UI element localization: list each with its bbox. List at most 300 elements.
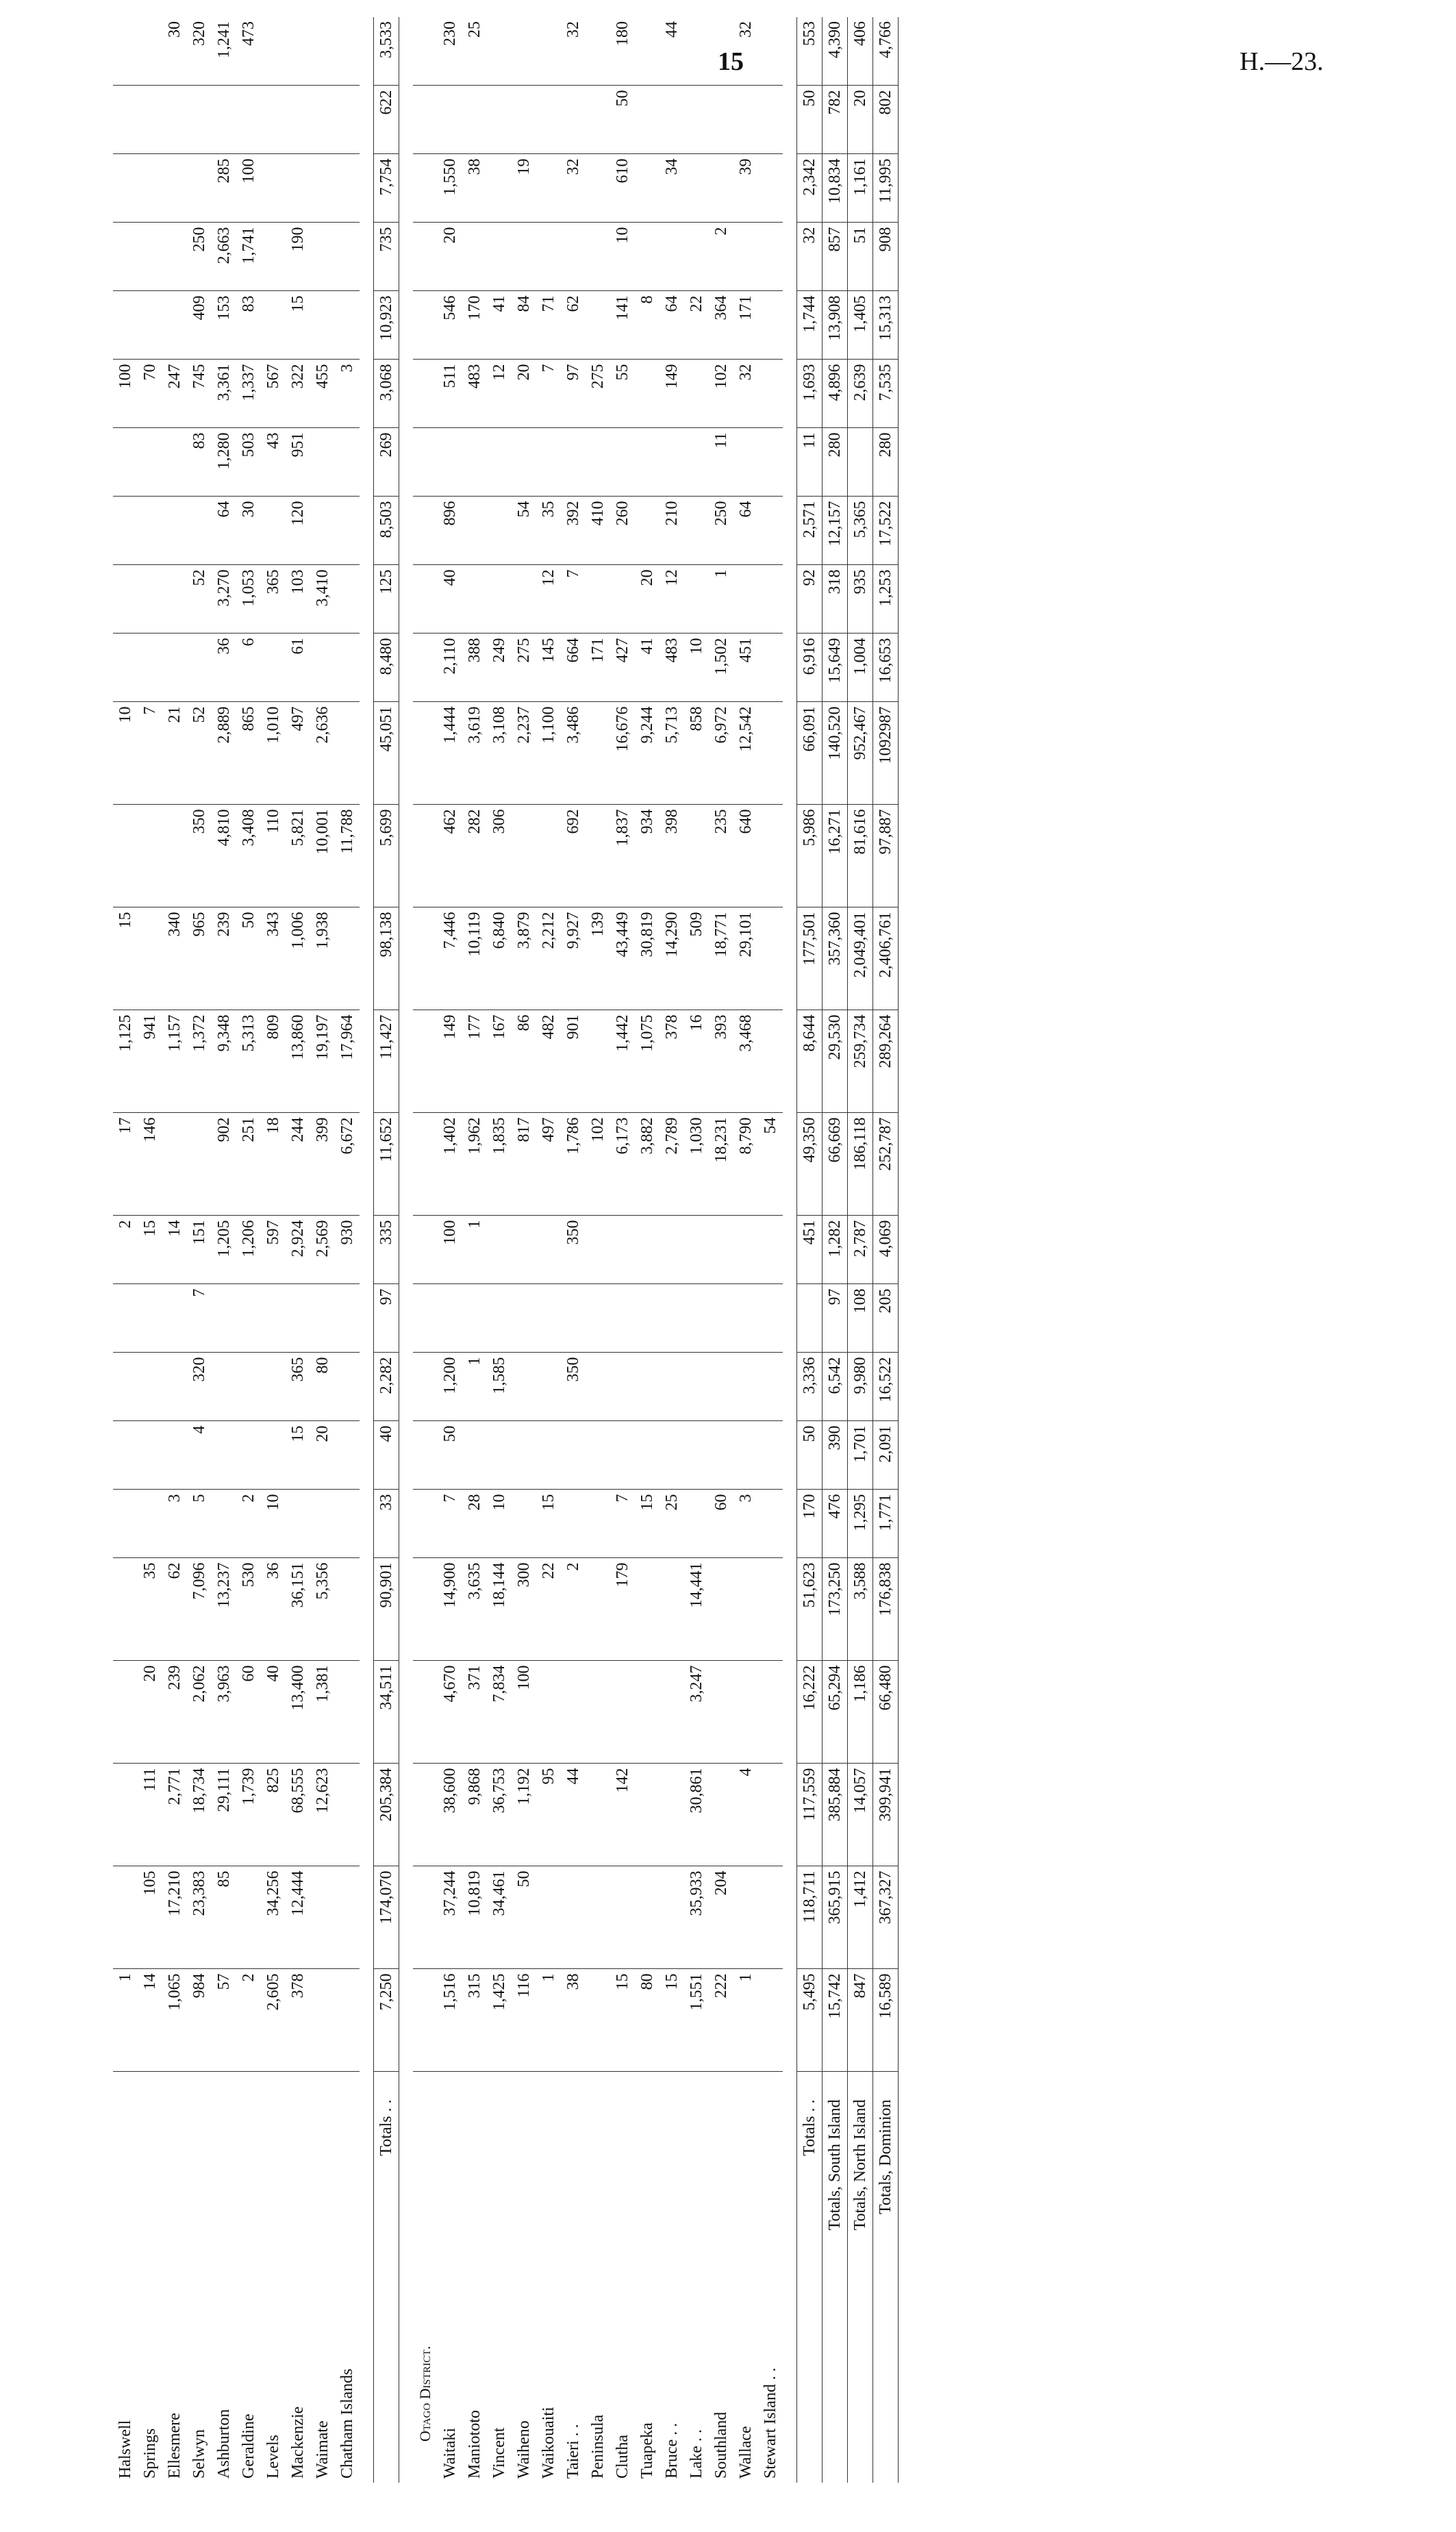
table-row: [261, 17, 286, 2483]
row-label: Bruce . .: [662, 2422, 681, 2479]
table-cell: [758, 1353, 783, 1421]
table-cell: [310, 1969, 335, 2072]
table-cell: 473: [236, 17, 261, 86]
table-cell: [512, 1421, 536, 1490]
table-cell: [512, 86, 536, 154]
table-cell: 32: [561, 17, 586, 86]
table-cell: [162, 634, 187, 702]
table-cell: [758, 86, 783, 154]
table-cell: [684, 1421, 709, 1490]
table-cell: 1,701: [848, 1421, 873, 1490]
table-cell: [162, 1353, 187, 1421]
table-cell: 34,461: [487, 1866, 512, 1969]
table-cell: 66,091: [797, 702, 823, 805]
table-cell: 176,838: [873, 1558, 899, 1661]
row-label: Chatham Islands: [338, 2368, 356, 2479]
table-row: [610, 17, 635, 2483]
table-cell: [635, 154, 660, 223]
table-cell: 20: [848, 86, 873, 154]
table-cell: [335, 907, 360, 1010]
table-cell: 1,280: [212, 428, 236, 497]
table-cell: 15: [610, 1969, 635, 2072]
table-cell: 259,734: [848, 1010, 873, 1113]
table-cell: [462, 1284, 487, 1353]
table-cell: 275: [586, 360, 610, 428]
table-cell: 6,840: [487, 907, 512, 1010]
table-cell: 503: [236, 428, 261, 497]
table-cell: 5,356: [310, 1558, 335, 1661]
table-cell: [635, 497, 660, 565]
row-label: Totals . .: [374, 2072, 399, 2483]
table-cell: 25: [660, 1490, 684, 1558]
table-cell: 2,605: [261, 1969, 286, 2072]
table-cell: [758, 17, 783, 86]
table-cell: 3,468: [733, 1010, 758, 1113]
table-cell: 81,616: [848, 805, 873, 907]
table-cell: 167: [487, 1010, 512, 1113]
table-cell: 120: [286, 497, 310, 565]
table-cell: 50: [610, 86, 635, 154]
table-cell: [684, 1353, 709, 1421]
table-cell: 365: [286, 1353, 310, 1421]
table-cell: 15,742: [823, 1969, 848, 2072]
table-cell: [758, 1421, 783, 1490]
table-cell: [286, 86, 310, 154]
table-cell: 934: [635, 805, 660, 907]
table-cell: 1,295: [848, 1490, 873, 1558]
table-cell: [660, 1558, 684, 1661]
table-cell: 7,446: [438, 907, 462, 1010]
table-cell: 19,197: [310, 1010, 335, 1113]
table-cell: [236, 1866, 261, 1969]
table-cell: 8,790: [733, 1113, 758, 1216]
table-row: [660, 17, 684, 2483]
table-cell: [684, 428, 709, 497]
table-cell: 50: [438, 1421, 462, 1490]
table-cell: 32: [733, 360, 758, 428]
table-cell: 45,051: [374, 702, 399, 805]
table-cell: 105: [138, 1866, 162, 1969]
table-cell: 97: [823, 1284, 848, 1353]
table-cell: 44: [561, 1764, 586, 1866]
table-cell: 2,636: [310, 702, 335, 805]
table-cell: 43: [261, 428, 286, 497]
table-cell: [113, 805, 138, 907]
table-cell: [335, 223, 360, 291]
row-label: Tuapeka: [638, 2422, 656, 2479]
table-cell: [310, 291, 335, 360]
table-cell: 50: [797, 1421, 823, 1490]
table-cell: [212, 86, 236, 154]
table-cell: 71: [536, 291, 561, 360]
table-cell: 174,070: [374, 1866, 399, 1969]
table-cell: [709, 1421, 733, 1490]
table-cell: [487, 17, 512, 86]
table-cell: [261, 86, 286, 154]
table-cell: 398: [660, 805, 684, 907]
table-cell: 3,879: [512, 907, 536, 1010]
table-cell: 50: [236, 907, 261, 1010]
row-label: Waimate: [313, 2420, 331, 2479]
table-cell: 1,161: [848, 154, 873, 223]
table-cell: 300: [512, 1558, 536, 1661]
table-cell: [261, 1421, 286, 1490]
table-cell: [635, 428, 660, 497]
table-cell: 1,372: [187, 1010, 212, 1113]
table-cell: 280: [823, 428, 848, 497]
table-cell: [335, 291, 360, 360]
table-cell: 10,834: [823, 154, 848, 223]
table-cell: [512, 805, 536, 907]
table-cell: [162, 154, 187, 223]
table-cell: 8: [635, 291, 660, 360]
table-cell: [138, 17, 162, 86]
table-cell: 1,075: [635, 1010, 660, 1113]
table-cell: 6,542: [823, 1353, 848, 1421]
table-cell: 2: [561, 1558, 586, 1661]
table-cell: 15,313: [873, 291, 899, 360]
row-label: Vincent: [490, 2427, 508, 2479]
table-cell: 38: [462, 154, 487, 223]
table-cell: [586, 223, 610, 291]
table-cell: 2,282: [374, 1353, 399, 1421]
table-cell: 343: [261, 907, 286, 1010]
table-cell: 1,192: [512, 1764, 536, 1866]
table-cell: 64: [660, 291, 684, 360]
table-cell: [758, 1490, 783, 1558]
table-cell: 2: [709, 223, 733, 291]
table-cell: 62: [162, 1558, 187, 1661]
table-row: [586, 17, 610, 2483]
table-cell: 102: [586, 1113, 610, 1216]
table-cell: [138, 1421, 162, 1490]
table-cell: 171: [586, 634, 610, 702]
table-cell: 365: [261, 565, 286, 634]
table-cell: [512, 1284, 536, 1353]
table-cell: [635, 1558, 660, 1661]
table-cell: 100: [113, 360, 138, 428]
table-cell: 86: [512, 1010, 536, 1113]
table-cell: 2,789: [660, 1113, 684, 1216]
table-cell: 3,336: [797, 1353, 823, 1421]
canterbury-totals-row: [374, 17, 399, 2483]
table-cell: 14,441: [684, 1558, 709, 1661]
table-cell: 1,425: [487, 1969, 512, 2072]
table-cell: 847: [848, 1969, 873, 2072]
table-cell: [310, 1284, 335, 1353]
table-cell: 1,253: [873, 565, 899, 634]
table-cell: 1,442: [610, 1010, 635, 1113]
table-cell: 85: [212, 1866, 236, 1969]
table-cell: 177,501: [797, 907, 823, 1010]
table-cell: [138, 634, 162, 702]
table-cell: 146: [138, 1113, 162, 1216]
table-cell: [635, 360, 660, 428]
table-cell: [561, 1661, 586, 1764]
table-cell: [610, 1216, 635, 1284]
table-cell: 84: [512, 291, 536, 360]
table-cell: [758, 907, 783, 1010]
table-cell: 60: [709, 1490, 733, 1558]
table-cell: 12,542: [733, 702, 758, 805]
table-cell: 1,771: [873, 1490, 899, 1558]
table-cell: [684, 1216, 709, 1284]
table-cell: 210: [660, 497, 684, 565]
table-cell: 18: [261, 1113, 286, 1216]
table-cell: 260: [610, 497, 635, 565]
table-cell: 61: [286, 634, 310, 702]
row-label: Peninsula: [588, 2414, 607, 2479]
table-cell: 16,589: [873, 1969, 899, 2072]
table-cell: [113, 497, 138, 565]
table-cell: [610, 1661, 635, 1764]
table-cell: [758, 1558, 783, 1661]
table-cell: [310, 428, 335, 497]
table-cell: [733, 1353, 758, 1421]
table-row: [635, 17, 660, 2483]
table-cell: 179: [610, 1558, 635, 1661]
table-cell: 35: [536, 497, 561, 565]
table-cell: [335, 1661, 360, 1764]
table-cell: [335, 86, 360, 154]
table-cell: [162, 428, 187, 497]
table-cell: [586, 428, 610, 497]
table-cell: 802: [873, 86, 899, 154]
table-cell: [261, 497, 286, 565]
table-cell: 3,361: [212, 360, 236, 428]
table-cell: [162, 1113, 187, 1216]
row-label: Waitaki: [440, 2427, 459, 2479]
table-cell: 451: [797, 1216, 823, 1284]
table-cell: 1,381: [310, 1661, 335, 1764]
table-cell: [561, 1866, 586, 1969]
table-cell: [733, 86, 758, 154]
table-cell: 83: [187, 428, 212, 497]
table-cell: 2,889: [212, 702, 236, 805]
table-cell: [512, 223, 536, 291]
table-cell: 140,520: [823, 702, 848, 805]
table-cell: 3,068: [374, 360, 399, 428]
table-cell: [848, 428, 873, 497]
table-cell: [660, 1216, 684, 1284]
row-label: Ashburton: [214, 2409, 233, 2479]
table-cell: 2: [113, 1216, 138, 1284]
table-cell: 125: [374, 565, 399, 634]
table-cell: 204: [709, 1866, 733, 1969]
table-cell: [462, 497, 487, 565]
table-cell: [684, 86, 709, 154]
table-cell: [758, 1764, 783, 1866]
table-cell: 54: [758, 1113, 783, 1216]
table-cell: 2,787: [848, 1216, 873, 1284]
table-cell: [758, 1284, 783, 1353]
table-cell: [335, 1490, 360, 1558]
table-cell: 12: [487, 360, 512, 428]
table-cell: 901: [561, 1010, 586, 1113]
table-cell: [660, 223, 684, 291]
table-cell: 865: [236, 702, 261, 805]
table-cell: 12: [660, 565, 684, 634]
table-cell: 13,908: [823, 291, 848, 360]
summary-totals-row: [873, 17, 899, 2483]
table-cell: 1,550: [438, 154, 462, 223]
table-cell: [487, 428, 512, 497]
table-cell: 90,901: [374, 1558, 399, 1661]
table-cell: [335, 1284, 360, 1353]
table-cell: 18,771: [709, 907, 733, 1010]
table-cell: [487, 565, 512, 634]
table-cell: 11,652: [374, 1113, 399, 1216]
table-cell: 2,663: [212, 223, 236, 291]
table-cell: 103: [286, 565, 310, 634]
table-cell: 18,734: [187, 1764, 212, 1866]
table-cell: 239: [212, 907, 236, 1010]
table-cell: 1,744: [797, 291, 823, 360]
table-cell: 38,600: [438, 1764, 462, 1866]
table-cell: [310, 17, 335, 86]
table-cell: [758, 223, 783, 291]
spacer-row: [783, 17, 797, 2483]
district-heading-row: [413, 17, 438, 2483]
row-label: Southland: [712, 2411, 730, 2479]
table-cell: 37,244: [438, 1866, 462, 1969]
table-cell: 30: [236, 497, 261, 565]
row-label: Totals, Dominion: [873, 2072, 899, 2483]
table-cell: 32: [733, 17, 758, 86]
table-cell: 546: [438, 291, 462, 360]
table-cell: 36,753: [487, 1764, 512, 1866]
table-cell: [187, 1113, 212, 1216]
table-cell: [733, 1661, 758, 1764]
table-cell: [212, 1353, 236, 1421]
table-cell: 3: [162, 1490, 187, 1558]
table-cell: 7,754: [374, 154, 399, 223]
table-cell: 5,713: [660, 702, 684, 805]
table-cell: [684, 497, 709, 565]
table-cell: 393: [709, 1010, 733, 1113]
table-cell: [138, 565, 162, 634]
table-cell: 51: [848, 223, 873, 291]
table-cell: 12,623: [310, 1764, 335, 1866]
table-cell: 35: [138, 1558, 162, 1661]
table-cell: [733, 428, 758, 497]
table-cell: 9,244: [635, 702, 660, 805]
table-cell: 250: [187, 223, 212, 291]
row-label: Selwyn: [190, 2429, 208, 2479]
table-row: [212, 17, 236, 2483]
table-cell: 83: [236, 291, 261, 360]
table-cell: [138, 805, 162, 907]
table-cell: [586, 1969, 610, 2072]
table-cell: 1,010: [261, 702, 286, 805]
table-cell: 38: [561, 1969, 586, 2072]
table-cell: [536, 428, 561, 497]
table-cell: 40: [261, 1661, 286, 1764]
table-cell: 640: [733, 805, 758, 907]
table-cell: [113, 1661, 138, 1764]
table-cell: 4,069: [873, 1216, 899, 1284]
table-cell: [758, 1216, 783, 1284]
table-cell: [586, 1216, 610, 1284]
table-cell: 1,065: [162, 1969, 187, 2072]
table-cell: [561, 1490, 586, 1558]
row-label: Levels: [264, 2435, 282, 2479]
table-cell: 8,503: [374, 497, 399, 565]
table-cell: 14,057: [848, 1764, 873, 1866]
table-cell: 318: [823, 565, 848, 634]
table-cell: 15: [138, 1216, 162, 1284]
table-cell: [758, 497, 783, 565]
table-cell: 10: [261, 1490, 286, 1558]
table-cell: 173,250: [823, 1558, 848, 1661]
table-cell: 2,569: [310, 1216, 335, 1284]
table-cell: 7,250: [374, 1969, 399, 2072]
table-cell: 15: [113, 907, 138, 1010]
table-cell: 1,444: [438, 702, 462, 805]
table-cell: 1,412: [848, 1866, 873, 1969]
table-cell: 14,290: [660, 907, 684, 1010]
table-cell: [335, 1353, 360, 1421]
table-cell: 8,644: [797, 1010, 823, 1113]
table-cell: [684, 1490, 709, 1558]
document-reference: H.—23.: [1240, 47, 1324, 76]
table-cell: [660, 1284, 684, 1353]
table-cell: 15,649: [823, 634, 848, 702]
table-cell: [487, 86, 512, 154]
table-cell: 335: [374, 1216, 399, 1284]
page-number: 15: [718, 47, 744, 76]
table-cell: 17,210: [162, 1866, 187, 1969]
table-cell: 1,206: [236, 1216, 261, 1284]
table-cell: [212, 1490, 236, 1558]
table-cell: [586, 565, 610, 634]
table-cell: 399: [310, 1113, 335, 1216]
table-cell: [684, 805, 709, 907]
table-cell: 483: [462, 360, 487, 428]
table-cell: 170: [462, 291, 487, 360]
table-cell: 315: [462, 1969, 487, 2072]
table-cell: 4,390: [823, 17, 848, 86]
table-cell: 177: [462, 1010, 487, 1113]
table-cell: 10: [684, 634, 709, 702]
table-cell: 817: [512, 1113, 536, 1216]
table-cell: 20: [512, 360, 536, 428]
table-cell: 22: [684, 291, 709, 360]
table-row: [162, 17, 187, 2483]
table-cell: [113, 1353, 138, 1421]
table-cell: 2,091: [873, 1421, 899, 1490]
table-cell: [536, 1661, 561, 1764]
table-cell: 15: [635, 1490, 660, 1558]
table-cell: 7,535: [873, 360, 899, 428]
table-cell: [138, 1353, 162, 1421]
table-cell: 35,933: [684, 1866, 709, 1969]
table-cell: 30,861: [684, 1764, 709, 1866]
table-cell: 4: [187, 1421, 212, 1490]
table-cell: 17: [113, 1113, 138, 1216]
table-cell: 142: [610, 1764, 635, 1866]
table-cell: 239: [162, 1661, 187, 1764]
table-cell: 100: [438, 1216, 462, 1284]
table-cell: [586, 702, 610, 805]
table-cell: 251: [236, 1113, 261, 1216]
table-cell: 235: [709, 805, 733, 907]
table-cell: [138, 428, 162, 497]
table-cell: 1,337: [236, 360, 261, 428]
table-cell: 4,670: [438, 1661, 462, 1764]
table-cell: 285: [212, 154, 236, 223]
table-cell: 8,480: [374, 634, 399, 702]
